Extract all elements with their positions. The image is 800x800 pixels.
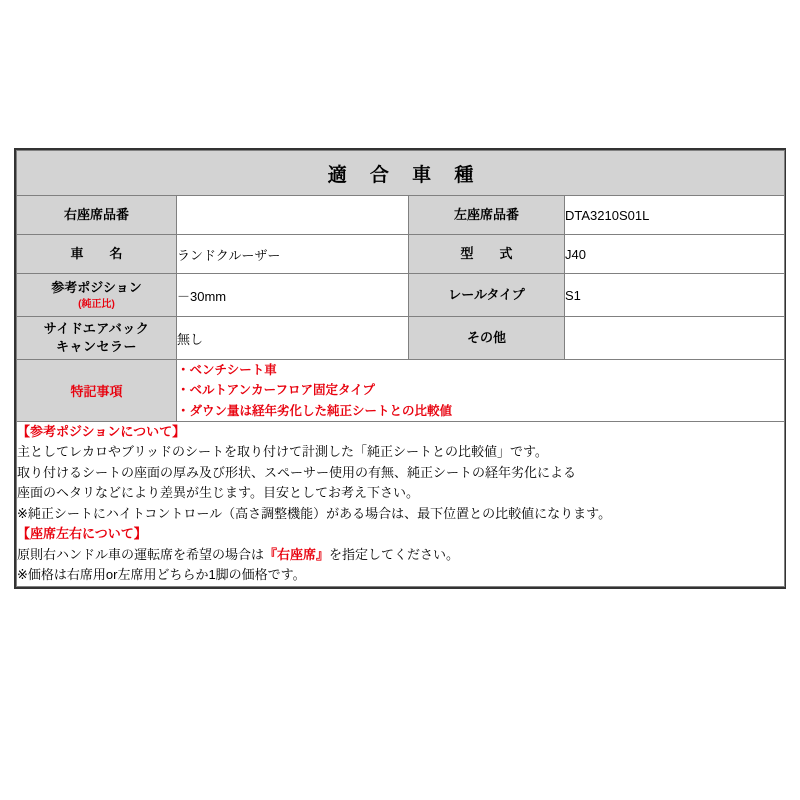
reference-position-label: [17, 274, 177, 317]
vehicle-name-label: 車 名: [17, 235, 177, 274]
page-title: 適 合 車 種: [17, 151, 785, 196]
description-line: 主としてレカロやブリッドのシートを取り付けて計測した「純正シートとの比較値」です。: [17, 444, 548, 460]
description-block: [17, 421, 785, 586]
vehicle-name-value: ランドクルーザー: [177, 235, 409, 274]
description-seat-side-prefix: 原則右ハンドル車の運転席を希望の場合は: [17, 546, 265, 562]
description-line: ※純正シートにハイトコントロール（高さ調整機能）がある場合は、最下位置との比較値になります。: [17, 505, 612, 521]
special-notes-label: 特記事項: [17, 360, 177, 422]
rail-type-value: S1: [565, 274, 785, 317]
reference-position-value: －30mm: [177, 274, 409, 317]
compatible-vehicle-sheet: [14, 148, 786, 589]
description-line: ※価格は右席用or左席用どちらか1脚の価格です。: [17, 567, 306, 583]
table-row: [17, 274, 785, 317]
description-line-seat-side: [17, 545, 784, 566]
side-airbag-canceller-label-line2: キャンセラー: [55, 339, 137, 354]
table-row: [17, 196, 785, 235]
description-seat-side-suffix: を指定してください。: [329, 546, 460, 562]
side-airbag-canceller-value: 無し: [177, 317, 409, 360]
side-airbag-canceller-label-line1: サイドエアバック: [43, 321, 150, 337]
special-note-line: ・ダウン量は経年劣化した純正シートとの比較値: [177, 403, 453, 418]
special-note-line: ・ベルトアンカーフロア固定タイプ: [177, 383, 375, 398]
left-seat-part-number-label: 左座席品番: [409, 196, 565, 235]
description-heading-side: 【座席左右について】: [17, 526, 147, 542]
model-code-label: 型 式: [409, 235, 565, 274]
right-seat-part-number-label: 右座席品番: [17, 196, 177, 235]
special-notes-value: [177, 360, 785, 422]
compatible-vehicle-table: [16, 150, 785, 587]
other-label: その他: [409, 317, 565, 360]
model-code-value: J40: [565, 235, 785, 274]
reference-position-label-text: 参考ポジション: [51, 279, 142, 295]
right-seat-part-number-value: [177, 196, 409, 235]
description-line: 取り付けるシートの座面の厚み及び形状、スペーサー使用の有無、純正シートの経年劣化による: [17, 464, 577, 480]
special-notes-row: [17, 360, 785, 422]
description-seat-side-emphasis: 『右座席』: [264, 546, 330, 562]
rail-type-label: レールタイプ: [409, 274, 565, 317]
side-airbag-canceller-label: [17, 317, 177, 360]
reference-position-label-sub: (純正比): [78, 298, 115, 310]
description-heading-position: 【参考ポジションについて】: [17, 423, 186, 439]
table-row: [17, 235, 785, 274]
description-line: 座面のヘタリなどにより差異が生じます。目安としてお考え下さい。: [17, 485, 419, 501]
special-note-line: ・ベンチシート車: [177, 363, 277, 377]
description-row: [17, 421, 785, 586]
table-title-row: [17, 151, 785, 196]
other-value: [565, 317, 785, 360]
left-seat-part-number-value: DTA3210S01L: [565, 196, 785, 235]
table-row: [17, 317, 785, 360]
